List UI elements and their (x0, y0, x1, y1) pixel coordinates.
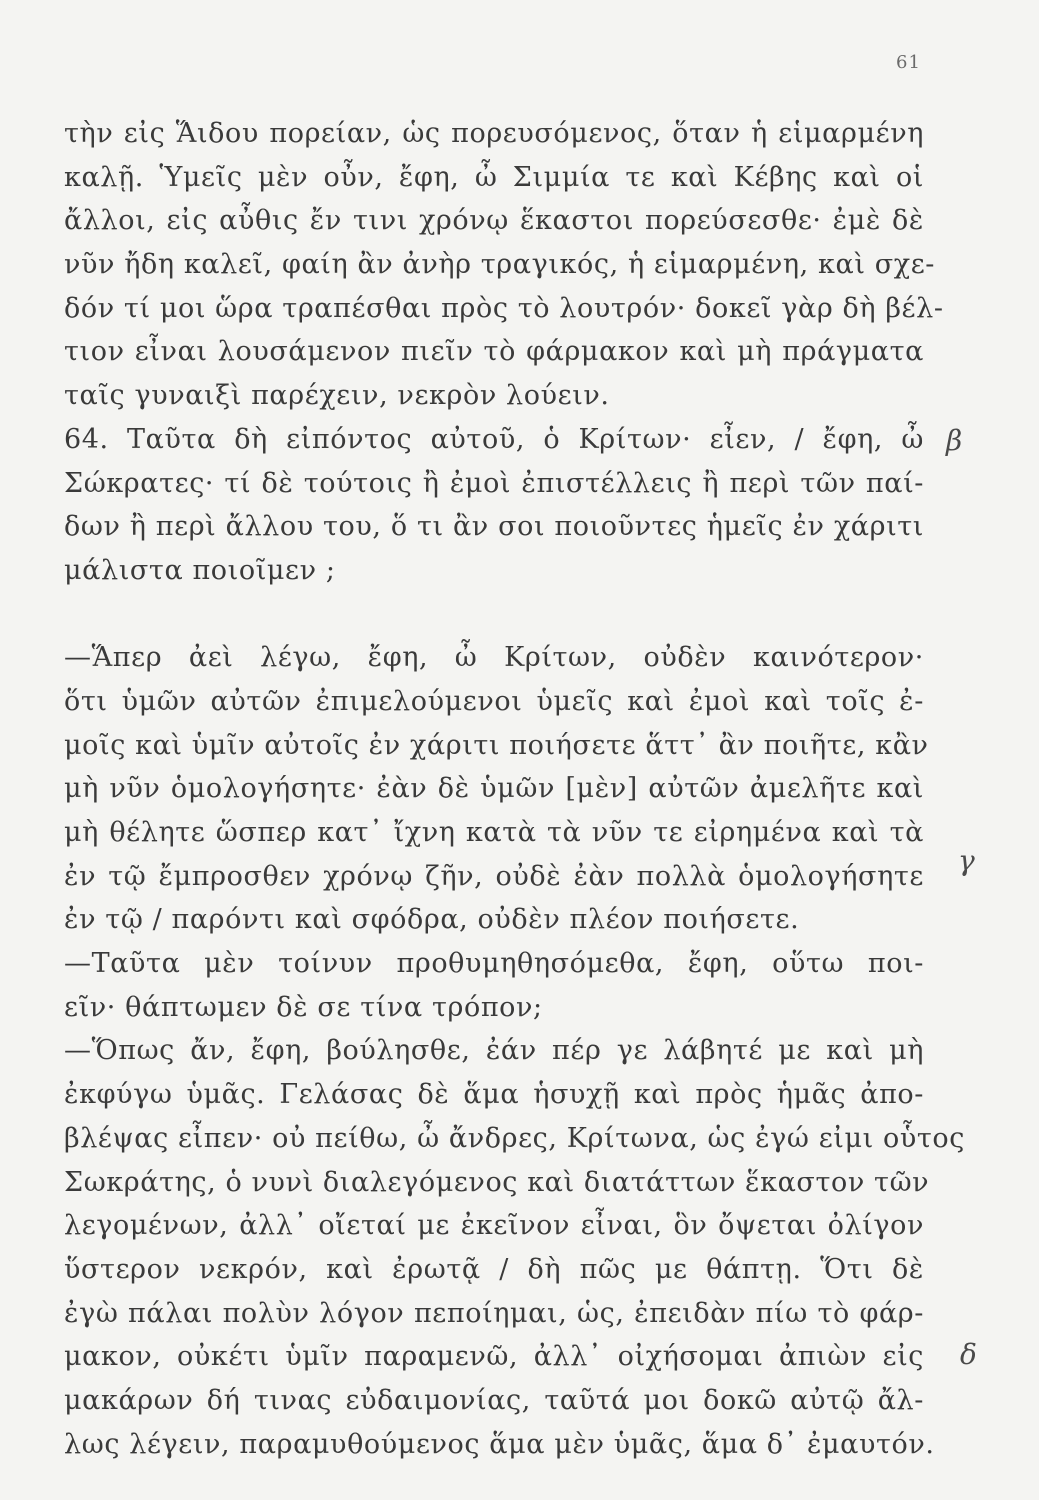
text-line: ὅτι ὑμῶν αὐτῶν ἐπιμελούμενοι ὑμεῖς καὶ ἐμοὶ καὶ τοῖς ἐ- (64, 685, 924, 717)
text-line: Σωκράτης, ὁ νυνὶ διαλεγόμενος καὶ διατάττων ἕκαστον τῶν (64, 1166, 930, 1198)
marginal-gamma: γ (958, 844, 975, 877)
text-line: —Ἅπερ ἀεὶ λέγω, ἔφη, ὦ Κρίτων, οὐδὲν καινότερον· (64, 642, 924, 674)
text-line: μακον, οὐκέτι ὑμῖν παραμενῶ, ἀλλ᾽ οἰχήσομαι ἀπιὼν εἰς (64, 1341, 924, 1373)
text-line: καλῇ. Ὑμεῖς μὲν οὖν, ἔφη, ὦ Σιμμία τε καὶ Κέβης καὶ οἱ (64, 161, 924, 193)
text-line: ἐγὼ πάλαι πολὺν λόγον πεποίημαι, ὡς, ἐπειδὰν πίω τὸ φάρ- (64, 1297, 924, 1329)
text-line: μὴ νῦν ὁμολογήσητε· ἐὰν δὲ ὑμῶν [μὲν] αὐτῶν ἀμελῆτε καὶ (64, 773, 924, 805)
text-line: λως λέγειν, παραμυθούμενος ἅμα μὲν ὑμᾶς, ἅμα δ᾽ ἐμαυτόν. (64, 1428, 935, 1460)
text-line: μάλιστα ποιοῖμεν ; (64, 554, 336, 586)
marginal-delta: δ (960, 1338, 977, 1371)
text-line: δόν τί μοι ὥρα τραπέσθαι πρὸς τὸ λουτρόν· δοκεῖ γὰρ δὴ βέλ- (64, 292, 944, 324)
main-text (64, 112, 965, 1466)
text-line: ἐν τῷ / παρόντι καὶ σφόδρα, οὐδὲν πλέον ποιήσετε. (64, 904, 800, 936)
text-line: Σώκρατες· τί δὲ τούτοις ἢ ἐμοὶ ἐπιστέλλεις ἢ περὶ τῶν παί- (64, 467, 924, 499)
text-line: τὴν εἰς Ἅιδου πορείαν, ὡς πορευσόμενος, ὅταν ἡ εἱμαρμένη (64, 118, 924, 149)
text-line: ταῖς γυναιξὶ παρέχειν, νεκρὸν λούειν. (64, 380, 610, 412)
text-line: μακάρων δή τινας εὐδαιμονίας, ταῦτά μοι δοκῶ αὐτῷ ἄλ- (64, 1384, 924, 1416)
text-line: ἄλλοι, εἰς αὖθις ἔν τινι χρόνῳ ἕκαστοι πορεύσεσθε· ἐμὲ δὲ (64, 205, 924, 237)
text-line: μοῖς καὶ ὑμῖν αὐτοῖς ἐν χάριτι ποιήσετε ἅττ᾽ ἂν ποιῆτε, κἂν (64, 729, 929, 761)
text-line: δων ἢ περὶ ἄλλου του, ὅ τι ἂν σοι ποιοῦντες ἡμεῖς ἐν χάριτι (64, 511, 924, 543)
text-line: ἐκφύγω ὑμᾶς. Γελάσας δὲ ἅμα ἡσυχῇ καὶ πρὸς ἡμᾶς ἀπο- (64, 1079, 924, 1111)
text-line (64, 593, 924, 637)
text-line: ὕστερον νεκρόν, καὶ ἐρωτᾷ / δὴ πῶς με θάπτῃ. Ὅτι δὲ (64, 1253, 924, 1285)
text-line: νῦν ἤδη καλεῖ, φαίη ἂν ἀνὴρ τραγικός, ἡ εἱμαρμένη, καὶ σχε- (64, 249, 936, 281)
text-line: ἐν τῷ ἔμπροσθεν χρόνῳ ζῆν, οὐδὲ ἐὰν πολλὰ ὁμολογήσητε (64, 860, 924, 892)
text-line: εῖν· θάπτωμεν δὲ σε τίνα τρόπον; (64, 991, 543, 1023)
page-number: 61 (896, 52, 921, 73)
text-line: —Ὅπως ἄν, ἔφη, βούλησθε, ἐάν πέρ γε λάβητέ με καὶ μὴ (64, 1035, 924, 1067)
text-line: τιον εἶναι λουσάμενον πιεῖν τὸ φάρμακον καὶ μὴ πράγματα (64, 336, 924, 368)
text-line: 64. Ταῦτα δὴ εἰπόντος αὐτοῦ, ὁ Κρίτων· εἶεν, / ἔφη, ὦ (64, 423, 924, 455)
text-line: —Ταῦτα μὲν τοίνυν προθυμηθησόμεθα, ἔφη, οὕτω ποι- (64, 948, 924, 980)
marginal-beta: β (946, 424, 963, 457)
text-line: βλέψας εἶπεν· οὐ πείθω, ὦ ἄνδρες, Κρίτωνα, ὡς ἐγώ εἰμι οὗτος (64, 1122, 965, 1154)
text-line: λεγομένων, ἀλλ᾽ οἴεταί με ἐκεῖνον εἶναι, ὃν ὄψεται ὀλίγον (64, 1210, 924, 1242)
text-line: μὴ θέλητε ὥσπερ κατ᾽ ἴχνη κατὰ τὰ νῦν τε εἰρημένα καὶ τὰ (64, 817, 924, 848)
